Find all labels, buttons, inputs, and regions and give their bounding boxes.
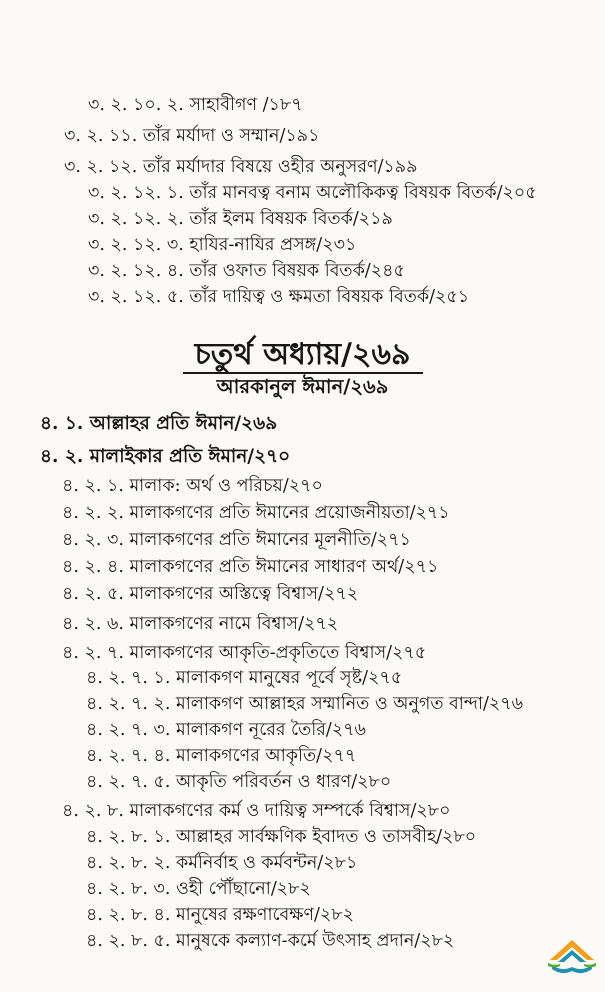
toc-entry: ৪. ২. ৭. ৫. আকৃতি পরিবর্তন ও ধারণ/২৮০ (86, 772, 392, 792)
toc-entry: ৩. ২. ১১. তাঁর মর্যাদা ও সম্মান/১৯১ (64, 126, 320, 146)
toc-entry: ৩. ২. ১২. ৩. হাযির-নাযির প্রসঙ্গ/২৩১ (88, 235, 357, 255)
toc-entry: ৪. ২. মালাইকার প্রতি ঈমান/২৭০ (40, 446, 291, 467)
toc-entry: ৪. ২. ৭. ৩. মালাকগণ নূরের তৈরি/২৭৬ (86, 720, 366, 740)
toc-entry: ৪. ২. ৭. মালাকগণের আকৃতি-প্রকৃতিতে বিশ্বাস/২৭৫ (62, 643, 427, 663)
toc-entry: ৪. ২. ৮. ৫. মানুষকে কল্যাণ-কর্মে উৎসাহ প্রদান/২৮২ (86, 931, 455, 951)
chapter-subtitle: আরকানুল ঈমান/২৬৯ (216, 375, 389, 398)
toc-entry: ৪. ২. ৮. মালাকগণের কর্ম ও দায়িত্ব সম্পর্কে বিশ্বাস/২৮০ (62, 801, 451, 821)
toc-entry: ৩. ২. ১০. ২. সাহাবীগণ /১৮৭ (88, 95, 303, 115)
toc-entry: ৩. ২. ১২. ১. তাঁর মানবত্ব বনাম অলৌকিকত্ব বিষয়ক বিতর্ক/২০৫ (88, 183, 537, 203)
toc-entry: ৪. ২. ৬. মালাকগণের নামে বিশ্বাস/২৭২ (62, 614, 339, 634)
toc-entry: ৪. ২. ৭. ১. মালাকগণ মানুষের পূর্বে সৃষ্ট/২৭৫ (86, 668, 403, 688)
toc-entry: ৪. ২. ২. মালাকগণের প্রতি ঈমানের প্রয়োজনীয়তা/২৭১ (62, 503, 450, 523)
publisher-logo-icon (544, 932, 600, 976)
toc-entry: ৩. ২. ১২. তাঁর মর্যাদার বিষয়ে ওহীর অনুসরণ/১৯৯ (64, 157, 418, 177)
toc-entry: ৪. ২. ৪. মালাকগণের প্রতি ঈমানের সাধারণ অর্থ/২৭১ (62, 557, 439, 577)
toc-entry: ৪. ২. ৫. মালাকগণের অস্তিত্বে বিশ্বাস/২৭২ (62, 584, 359, 604)
toc-entry: ৪. ২. ৭. ২. মালাকগণ আল্লাহর সম্মানিত ও অনুগত বান্দা/২৭৬ (86, 694, 524, 714)
toc-entry: ৪. ২. ৮. ৩. ওহী পৌঁছানো/২৮২ (86, 879, 311, 899)
toc-entry: ৪. ২. ৮. ১. আল্লাহর সার্বক্ষণিক ইবাদত ও তাসবীহ/২৮০ (86, 827, 477, 847)
toc-entry: ৪. ২. ৮. ৪. মানুষের রক্ষণাবেক্ষণ/২৮২ (86, 905, 355, 925)
chapter-title: চতুর্থ অধ্যায়/২৬৯ (194, 337, 411, 372)
toc-entry: ৪. ২. ৩. মালাকগণের প্রতি ঈমানের মূলনীতি/২৭১ (62, 530, 411, 550)
toc-entry: ৩. ২. ১২. ২. তাঁর ইলম বিষয়ক বিতর্ক/২১৯ (88, 209, 393, 229)
toc-entry: ৪. ২. ৮. ২. কর্মনির্বাহ ও কর্মবন্টন/২৮১ (86, 853, 358, 873)
toc-entry: ৪. ২. ৭. ৪. মালাকগণের আকৃতি/২৭৭ (86, 746, 357, 766)
toc-entry: ৩. ২. ১২. ৫. তাঁর দায়িত্ব ও ক্ষমতা বিষয়ক বিতর্ক/২৫১ (88, 287, 470, 307)
toc-entry: ৪. ১. আল্লাহর প্রতি ঈমান/২৬৯ (40, 413, 278, 434)
toc-entry: ৩. ২. ১২. ৪. তাঁর ওফাত বিষয়ক বিতর্ক/২৪৫ (88, 261, 405, 281)
toc-entry: ৪. ২. ১. মালাক: অর্থ ও পরিচয়/২৭০ (62, 476, 323, 496)
